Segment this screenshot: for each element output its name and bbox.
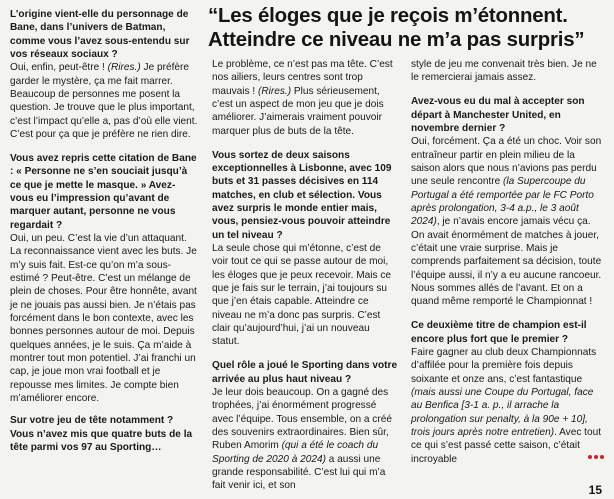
answer: Faire gagner au club deux Championnats d’affilée pour la première fois depuis soixante et onze ans, c’est fantastique (mais aussi une Coupe du Portugal, face au Benfica [3-1 a. p., il arrache la prolongation sur penalty, à la 90e + 10], trois jours après notre entretien). Avec tout ce qui s’est passé cette saison, c’était incroyable: [411, 346, 602, 465]
dot-icon: [594, 455, 598, 459]
question: Vous sortez de deux saisons exceptionnelles à Lisbonne, avec 109 buts et 31 passes décisives en 114 matches, en club et sélection. Vous avez surpris le monde entier mais, vous, pensiez-vous pouvoir atteindre un tel niveau ?: [212, 149, 392, 241]
question: Vous avez repris cette citation de Bane : « Personne ne s’en souciait jusqu’à ce que je mette le masque. » Avez-vous eu l’impression qu’avant de marquer autant, personne ne vous regardait ?: [10, 152, 197, 231]
continue-marker-icon: [588, 455, 604, 459]
dot-icon: [600, 455, 604, 459]
answer: Oui, forcément. Ça a été un choc. Voir son entraîneur partir en plein milieu de la saison alors que nous n’avions pas perdu une seule rencontre (la Supercoupe du Portugal a été remportée par le FC Porto après prolongation, 3-4 a.p., le 3 août 2024), je n’avais encore jamais vécu ça. On avait énormément de matches à jouer, c’était une vraie surprise. Mais je comprends parfaitement sa décision, toute l’équipe aussi, il n’y a eu aucune rancoeur. Nous sommes allés de l’avant. Et on a quand même remporté le Championnat !: [411, 136, 602, 308]
text-column-right: [411, 58, 602, 466]
text-column-left: [10, 8, 198, 455]
question: Sur votre jeu de tête notamment ? Vous n’avez mis que quatre buts de la tête parmi vos 97 au Sporting…: [10, 415, 193, 454]
question: Avez-vous eu du mal à accepter son départ à Manchester United, en novembre dernier ?: [411, 96, 585, 134]
question: Ce deuxième titre de champion est-il encore plus fort que le premier ?: [411, 320, 587, 345]
answer: style de jeu me convenait très bien. Je ne le remercierai jamais assez.: [411, 59, 597, 84]
question: Quel rôle a joué le Sporting dans votre arrivée au plus haut niveau ?: [212, 360, 398, 385]
article-headline: “Les éloges que je reçois m’étonnent. Atteindre ce niveau ne m’a pas surpris”: [208, 5, 585, 51]
question: L’origine vient-elle du personnage de Bane, dans l’univers de Batman, comme vous l’avez sous-entendu sur vos réseaux sociaux ?: [10, 9, 190, 61]
page-number: 15: [588, 483, 602, 497]
answer: Oui, enfin, peut-être ! (Rires.) Je préfère garder le mystère, ça me fait marrer. Beaucoup de personnes me posent la question. Je trouve que le plus important, c’est l’impact qu’elle a, pas d’où elle vient. C’est pour ça que je préfère ne rien dire.: [10, 62, 198, 141]
answer: Oui, un peu. C’est la vie d’un attaquant. La reconnaissance vient avec les buts. Je m’y suis fait. Est-ce qu’on m’a sous-estimé ? Peut-être. C’est un mélange de plein de choses. Pour être honnête, avant je ne jouais pas aussi bien. Je n’étais pas forcément dans le bon contexte, avec les bonnes personnes autour de moi. Depuis quelques années, je le suis. Ça m’aide à montrer tout mon potentiel. J’ai franchi un cap, je joue mon vrai football et je repousse mes limites. Je compte bien m’améliorer encore.: [10, 233, 197, 405]
answer: La seule chose qui m’étonne, c’est de voir tout ce qui se passe autour de moi, les éloges que je peux recevoir. Mais ce que je fais sur le terrain, j’ai toujours su que j’en étais capable. Atteindre ce niveau ne m’a donc pas surpris. C’est clair qu’aujourd’hui, j’ai un nouveau statut.: [212, 242, 391, 348]
answer: Le problème, ce n’est pas ma tête. C’est nos ailiers, leurs centres sont trop mauvais ! (Rires.) Plus sérieusement, c’est un aspect de mon jeu que je dois améliorer. J’aimerais vraiment pouvoir marquer plus de buts de la tête.: [212, 59, 393, 137]
answer: Je leur dois beaucoup. On a gagné des trophées, j’ai énormément progressé avec l’équipe. Tous ensemble, on a créé des souvenirs extraordinaires. Bien sûr, Ruben Amorim (qui a été le coach du Sporting de 2020 à 2024) a aussi une grande responsabilité. C’est lui qui m’a fait venir ici, et son: [212, 386, 392, 492]
dot-icon: [588, 455, 592, 459]
text-column-middle: [212, 58, 398, 493]
